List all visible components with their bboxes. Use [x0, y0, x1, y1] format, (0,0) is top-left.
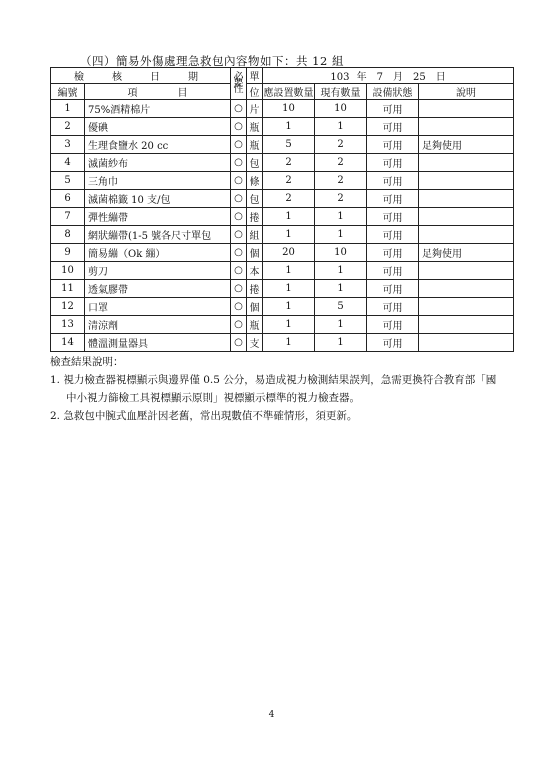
required-mark: ○ [231, 136, 247, 154]
table-row [51, 100, 514, 118]
item-name: 滅菌棉籤 10 支/包 [85, 190, 231, 208]
remark [419, 190, 514, 208]
actual-quantity: 2 [315, 154, 367, 172]
row-number: 13 [51, 316, 85, 334]
row-number: 14 [51, 334, 85, 352]
first-aid-kit-table [50, 67, 514, 352]
row-number: 5 [51, 172, 85, 190]
required-mark: ○ [231, 118, 247, 136]
equipment-status: 可用 [367, 136, 419, 154]
equipment-status: 可用 [367, 244, 419, 262]
required-mark: ○ [231, 100, 247, 118]
required-mark: ○ [231, 262, 247, 280]
item-name: 三角巾 [85, 172, 231, 190]
actual-quantity: 2 [315, 190, 367, 208]
item-name: 清涼劑 [85, 316, 231, 334]
item-name: 體溫測量器具 [85, 334, 231, 352]
remark [419, 100, 514, 118]
required-mark: ○ [231, 316, 247, 334]
actual-quantity: 2 [315, 136, 367, 154]
item-name: 生理食鹽水 20 cc [85, 136, 231, 154]
equipment-status: 可用 [367, 334, 419, 352]
table-row [51, 226, 514, 244]
remark [419, 298, 514, 316]
equipment-status: 可用 [367, 262, 419, 280]
result-item-1-line-2: 中小視力篩檢工具視標顯示原則」視標顯示標準的視力檢查器。 [66, 392, 360, 404]
required-quantity: 1 [263, 226, 315, 244]
inspection-results [50, 353, 520, 425]
unit: 捲 [247, 280, 263, 298]
required-mark: ○ [231, 172, 247, 190]
required-mark: ○ [231, 334, 247, 352]
required-mark: ○ [231, 154, 247, 172]
required-mark: ○ [231, 298, 247, 316]
required-quantity: 1 [263, 280, 315, 298]
required-quantity: 5 [263, 136, 315, 154]
equipment-status: 可用 [367, 316, 419, 334]
table-row [51, 172, 514, 190]
row-number: 4 [51, 154, 85, 172]
col-status: 設備狀態 [367, 84, 419, 100]
remark [419, 226, 514, 244]
row-number: 2 [51, 118, 85, 136]
unit: 支 [247, 334, 263, 352]
result-item-2: 2. 急救包中腕式血壓計因老舊，常出現數值不準確情形，須更新。 [50, 410, 358, 422]
section-caption: （四）簡易外傷處理急救包內容物如下：共 12 組 [80, 54, 344, 68]
actual-quantity: 1 [315, 334, 367, 352]
remark [419, 280, 514, 298]
unit: 包 [247, 190, 263, 208]
required-mark: ○ [231, 208, 247, 226]
remark [419, 172, 514, 190]
required-mark: ○ [231, 226, 247, 244]
results-title: 檢查結果說明： [50, 356, 124, 368]
item-name: 剪刀 [85, 262, 231, 280]
row-number: 3 [51, 136, 85, 154]
item-name: 優碘 [85, 118, 231, 136]
required-quantity: 1 [263, 262, 315, 280]
check-date-label: 檢 核 日 期 [51, 68, 231, 84]
remark: 足夠使用 [419, 136, 514, 154]
item-name: 滅菌紗布 [85, 154, 231, 172]
col-actual: 現有數量 [315, 84, 367, 100]
equipment-status: 可用 [367, 190, 419, 208]
unit: 條 [247, 172, 263, 190]
header-row-date [51, 68, 514, 84]
remark [419, 118, 514, 136]
required-quantity: 1 [263, 298, 315, 316]
actual-quantity: 10 [315, 244, 367, 262]
equipment-status: 可用 [367, 298, 419, 316]
table-row [51, 118, 514, 136]
actual-quantity: 2 [315, 172, 367, 190]
remark [419, 154, 514, 172]
equipment-status: 可用 [367, 280, 419, 298]
table-body [51, 100, 514, 352]
col-no: 編號 [51, 84, 85, 100]
table-row [51, 244, 514, 262]
row-number: 1 [51, 100, 85, 118]
equipment-status: 可用 [367, 100, 419, 118]
remark [419, 334, 514, 352]
remark [419, 208, 514, 226]
required-mark: ○ [231, 280, 247, 298]
required-quantity: 2 [263, 190, 315, 208]
col-item: 項 目 [85, 84, 231, 100]
unit: 捲 [247, 208, 263, 226]
unit: 瓶 [247, 316, 263, 334]
col-remark: 說明 [419, 84, 514, 100]
page-number: 4 [268, 710, 275, 720]
actual-quantity: 1 [315, 208, 367, 226]
unit: 片 [247, 100, 263, 118]
required-quantity: 1 [263, 334, 315, 352]
actual-quantity: 1 [315, 280, 367, 298]
unit-label-bottom: 位 [247, 84, 263, 100]
unit-label-top: 單 [247, 68, 263, 84]
required-quantity: 2 [263, 154, 315, 172]
row-number: 7 [51, 208, 85, 226]
actual-quantity: 1 [315, 316, 367, 334]
actual-quantity: 1 [315, 262, 367, 280]
item-name: 口罩 [85, 298, 231, 316]
col-should: 應設置數量 [263, 84, 315, 100]
equipment-status: 可用 [367, 118, 419, 136]
unit: 組 [247, 226, 263, 244]
unit: 個 [247, 298, 263, 316]
item-name: 簡易繃（Ok 繃） [85, 244, 231, 262]
remark: 足夠使用 [419, 244, 514, 262]
required-quantity: 20 [263, 244, 315, 262]
item-name: 網狀繃帶(1-5 號各尺寸單包 [85, 226, 231, 244]
table-row [51, 154, 514, 172]
table-row [51, 334, 514, 352]
actual-quantity: 10 [315, 100, 367, 118]
required-quantity: 10 [263, 100, 315, 118]
equipment-status: 可用 [367, 172, 419, 190]
table-row [51, 280, 514, 298]
row-number: 9 [51, 244, 85, 262]
unit: 本 [247, 262, 263, 280]
table-row [51, 316, 514, 334]
unit: 包 [247, 154, 263, 172]
actual-quantity: 5 [315, 298, 367, 316]
table-row [51, 190, 514, 208]
table-row [51, 298, 514, 316]
required-label: 必要性 [231, 68, 247, 100]
item-name: 透氣膠帶 [85, 280, 231, 298]
table-row [51, 136, 514, 154]
item-name: 彈性繃帶 [85, 208, 231, 226]
unit: 瓶 [247, 136, 263, 154]
unit: 個 [247, 244, 263, 262]
result-item-1-line-1: 1. 視力檢查器視標顯示與邊界僅 0.5 公分，易造成視力檢測結果誤判，急需更換符合教育部「國 [50, 374, 497, 386]
required-mark: ○ [231, 244, 247, 262]
equipment-status: 可用 [367, 208, 419, 226]
unit: 瓶 [247, 118, 263, 136]
header-row-columns [51, 84, 514, 100]
row-number: 10 [51, 262, 85, 280]
required-quantity: 2 [263, 172, 315, 190]
row-number: 8 [51, 226, 85, 244]
remark [419, 316, 514, 334]
table-row [51, 262, 514, 280]
check-date: 103 年 7 月 25 日 [263, 68, 514, 84]
equipment-status: 可用 [367, 226, 419, 244]
remark [419, 262, 514, 280]
actual-quantity: 1 [315, 118, 367, 136]
table-row [51, 208, 514, 226]
required-quantity: 1 [263, 118, 315, 136]
actual-quantity: 1 [315, 226, 367, 244]
row-number: 6 [51, 190, 85, 208]
required-quantity: 1 [263, 208, 315, 226]
equipment-status: 可用 [367, 154, 419, 172]
required-quantity: 1 [263, 316, 315, 334]
required-mark: ○ [231, 190, 247, 208]
item-name: 75%酒精棉片 [85, 100, 231, 118]
row-number: 11 [51, 280, 85, 298]
row-number: 12 [51, 298, 85, 316]
